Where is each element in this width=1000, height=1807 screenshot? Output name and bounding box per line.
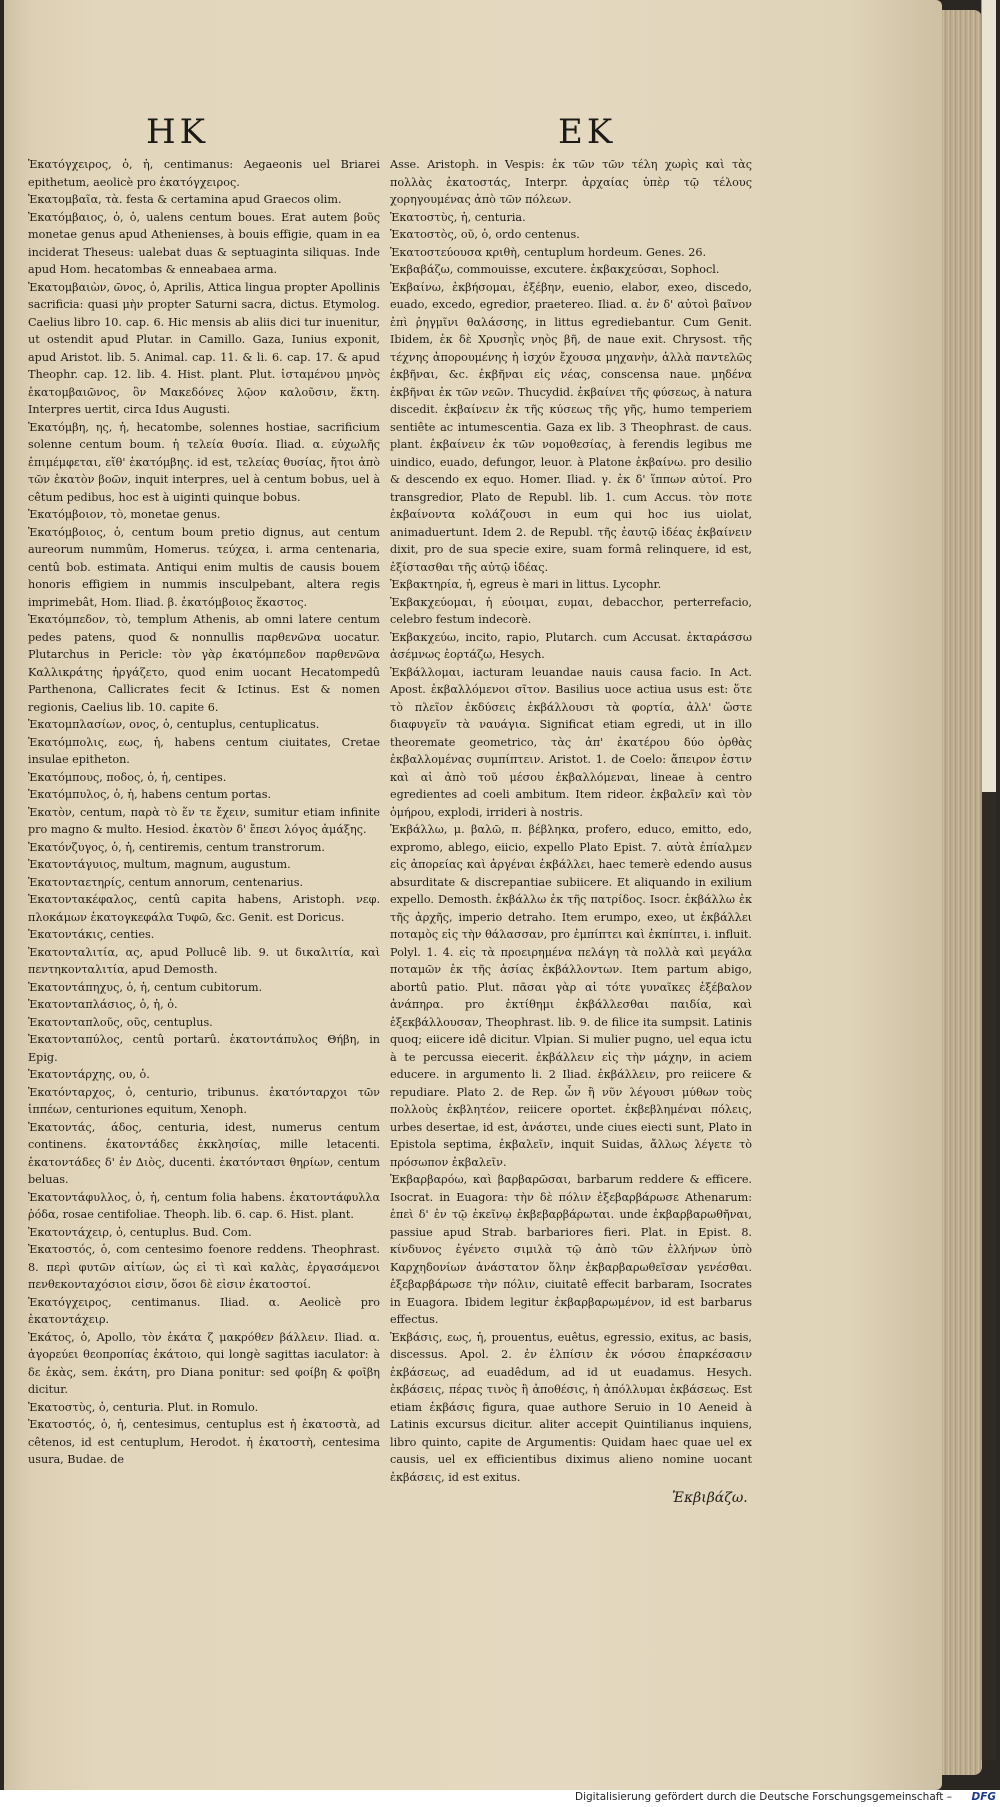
left-column-entry: Ἑκατόνταρχος, ὁ, centurio, tribunus. ἑκατόνταρχοι τῶν ἱππέων, centuriones equitum, Xenoph. [28, 1085, 380, 1116]
left-column-entry: Ἑκατοντάφυλλος, ὁ, ἡ, centum folia habens. ἑκατοντάφυλλα ῥόδα, rosae centifoliae. Theoph. lib. 6. cap. 6. Hist. plant. [28, 1190, 380, 1221]
right-column-entry: Ἐκβάλλω, μ. βαλῶ, π. βέβληκα, profero, educo, emitto, edo, expromo, ablego, eiicio, expello Plato Epist. 7. αὐτὰ ἐπίαλμεν εἰς ἀπορείας καὶ ἀργέναι ἐκβάλλει, haec temerè edendo ausus absurditate & discrepantiae subiicere. Et aliquando in exilium expello. Demosth. ἐκβάλλω ἐκ τῆς πατρίδος. Isocr. ἐκβάλλω ἐκ τῆς ἀρχῆς, imperio detraho. Item erumpo, exeo, ut ἐκβάλλει ποταμὸς εἰς τὴν θάλασσαν, pro ἐμπίπτει καὶ ἐκπίπτει, i. influit. Polyl. 1. 4. εἰς τὰ προειρημένα πελάγη τὰ πολλὰ καὶ μεγάλα ποταμῶν ἐκ τῆς ἀσίας ἐκβάλλοντων. Item partum abigo, abortû patio. Plut. πᾶσαι γὰρ αἱ τότε γυναῖκες ἐξέβαλον ἀνάπηρα. pro ἐκτίθημι ἐκβάλλεσθαι παιδία, καὶ ἐξεκβάλλουσαν, Theophrast. lib. 9. de filice ita sumpsit. Latinis quoq; eiicere idê dicitur. Vlpian. Si mulier pugno, uel equa ictu à te percussa eiecerit. ἐκβάλλειν εἰς τὴν μάχην, in aciem educere. in argumento li. 2 Iliad. ἐκβάλλειν, pro reiicere & repudiare. Plato 2. de Rep. ὧν ἢ νῦν λέγουσι μύθων τοὺς πολλοὺς ἐκβλητέον, reiicere oportet. ἐκβεβλημέναι πόλεις, urbes desertae, id est, ἀνάστει, unde ciues eiecti sunt, Plato in Epistola septima, ἐκβαλεῖν, inquit Suidas, ἄλλως λέγετε τὸ πρόσωπον ἐκβαλεῖν. [390, 823, 752, 1169]
left-column-entry: Ἑκατοντάς, άδος, centuria, idest, numerus centum continens. ἑκατοντάδες ἐκκλησίας, mille letacenti. ἑκατοντάδες δ' ἐν Διὸς, ducenti. ἑκατόντασι θηρίων, centum beluas. [28, 1120, 380, 1186]
left-column-entry: Ἑκατόνζυγος, ὁ, ἡ, centiremis, centum transtrorum. [28, 840, 325, 854]
dfg-logo: DFG [971, 1791, 996, 1803]
footer-bar [0, 1790, 1000, 1807]
right-column-entry: Ἐκβαίνω, ἐκβήσομαι, ἐξέβην, euenio, elabor, exeo, discedo, euado, excedo, egredior, praetereo. Iliad. α. ἐν δ' αὐτοὶ βαῖνον ἐπὶ ῥηγμῖνι θαλάσσης, in littus egrediebantur. Cum Genit. Ibidem, ἐκ δὲ Χρυσηῒς νηὸς βῆ, de naue exit. Chrysost. τῆς τέχνης ἀπορουμένης ἡ ἰσχύν ἔχουσα μηχανὴν, ἀλλὰ παντελῶς ἐκβῆναι, &c. ἐκβῆναι εἰς νέας, conscensa naue. μηδένα ἐκβῆναι ἐκ τῶν νεῶν. Thucydid. ἐκβαίνει τῆς φύσεως, à natura discedit. ἐκβαίνειν ἐκ τῆς κύσεως τῆς γῆς, humo temperiem sentiête ac intumescentia. Gaza ex lib. 3 Theophrast. de caus. plant. ἐκβαίνειν ἐκ τῶν νομοθεσίας, à ferendis legibus me uindico, euado, defungor, leuor. à Platone ἐκβαίνω. pro desilio & descendo ex equo. Homer. Iliad. γ. ἐκ δ' ἵππων αὐτοί. Pro transgredior, Plato de Republ. lib. 1. cum Accus. τὸν ποτε ἐκβαίνοντα κολάζουσι in eum qui hoc ius uiolat, animaduertunt. Idem 2. de Republ. τῆς ἑαυτῷ ἰδέας ἐκβαίνειν dixit, pro de sua specie exire, suam formâ relinquere, id est, ἐξίστασθαι τῆς αὐτῷ ἰδέας. [390, 280, 752, 574]
left-column-entry: Ἑκατοντάκις, centies. [28, 928, 155, 941]
dictionary-column-left [28, 156, 380, 1469]
dictionary-column-right [390, 156, 752, 1486]
left-column-entry: Ἑκατόμπυλος, ὁ, ἡ, habens centum portas. [28, 788, 272, 801]
left-column-entry: Ἑκάτος, ὁ, Apollo, τὸν ἑκάτα ζ μακρόθεν βάλλειν. Iliad. α. ἀγορεύει θεοπροπίας ἑκάτοιο, qui longè sagittas iaculator: à δε ἑκὰς, sem. ἑκάτη, pro Diana ponitur: sed φοίβη & φοῖβη dicitur. [28, 1330, 380, 1396]
left-column-entry: Ἑκατόγχειρος, ὁ, ἡ, centimanus: Aegaeonis uel Briarei epithetum, aeolicè pro ἑκατόγχειρος. [28, 158, 380, 189]
left-column-entry: Ἑκατόμπους, ποδος, ὁ, ἡ, centipes. [28, 770, 227, 784]
left-column-entry: Ἑκατονταετηρίς, centum annorum, centenarius. [28, 875, 304, 889]
right-column-entry: Ἐκβαβάζω, commouisse, excutere. ἐκβακχεύσαι, Sophocl. [390, 263, 720, 276]
left-column-entry: Ἑκατόμπεδον, τὸ, templum Athenis, ab omni latere centum pedes patens, quod & nonnullis παρθενῶνα uocatur. Plutarchus in Pericle: τὸν γὰρ ἑκατόμπεδον παρθενῶνα Καλλικράτης ἠργάζετο, quod enim uocant Hecatompedû Parthenona, Callicrates fecit & Ictinus. Est & nomen regionis, Caelius lib. 10. capite 6. [28, 613, 380, 714]
book-page [4, 0, 942, 1790]
running-head-left: HK [146, 112, 210, 152]
right-column-entry: Ἑκατοστὺς, ἡ, centuria. [390, 210, 526, 224]
catchword: Ἐκβιβάζω. [672, 1490, 748, 1506]
funding-credit: Digitalisierung gefördert durch die Deutsche Forschungsgemeinschaft – [575, 1791, 952, 1803]
left-column-entry: Ἑκατονταπλάσιος, ὁ, ἡ, ὁ. [28, 998, 178, 1011]
left-column-entry: Ἑκατονταπύλος, centû portarû. ἑκατοντάπυλος Θήβη, in Epig. [28, 1033, 380, 1064]
left-column-entry: Ἑκατόμβη, ης, ἡ, hecatombe, solennes hostiae, sacrificium solenne centum boum. ἡ τελεία θυσία. Iliad. α. εὐχωλῆς ἐπιμέμφεται, εἴθ' ἑκατόμβης. id est, τελείας θυσίας, ἤτοι ἀπὸ τῶν ἑκατὸν βοῶν, inquit interpres, uel à centum bobus, uel à cêtum pedibus, hoc est à uiginti quinque bobus. [28, 420, 380, 504]
left-column-entry: Ἑκατοντακέφαλος, centû capita habens, Aristoph. νεφ. πλοκάμων ἑκατογκεφάλα Τυφῶ, &c. Genit. est Doricus. [28, 893, 380, 924]
scroll-position-indicator[interactable] [981, 0, 996, 1760]
left-column-entry: Ἑκατόμβαιος, ὁ, ὁ, ualens centum boues. Erat autem βοῦς monetae genus apud Athenienses, à bouis effigie, quam in ea inciderat Theseus: ualebat duas & septuaginta siliquas. Inde apud Hom. hecatombas & enneabaea arma. [28, 210, 380, 276]
left-column-entry: Ἑκατοντάπηχυς, ὁ, ἡ, centum cubitorum. [28, 980, 263, 994]
left-column-entry: Ἑκατόγχειρος, centimanus. Iliad. α. Aeolicè pro ἑκατοντάχειρ. [28, 1295, 380, 1326]
right-column-entry: Ἐκβάλλομαι, iacturam leuandae nauis causa facio. In Act. Apost. ἐκβαλλόμενοι σῖτον. Basilius uoce actiua usus est: ὅτε τὸ πλεῖον ἐκδύσεις ἐκβάλλουσι τὰ φορτία, ἀλλ' ὥστε διαφυγεῖν τὰ ναυάγια. Significat etiam egredi, ut in illo theoremate geometrico, τὰς ἀπ' ἐκατέρου δύο ὀρθὰς ἐκβαλλομένας συμπίπτειν. Aristot. 1. de Coelo: ἄπειρον ἐστιν καὶ αἱ ἀπὸ τοῦ μέσου ἐκβαλλόμεναι, lineae à centro egredientes ad coeli ambitum. Item rideor. ἐκβαλεῖν καὶ τὸν ὁμήρου, explodi, irrideri à nostris. [390, 665, 752, 819]
left-column-entry: Ἑκατόμβοιον, τὸ, monetae genus. [28, 508, 221, 521]
left-column-entry: Ἑκατομπλασίων, ονος, ὁ, centuplus, centuplicatus. [28, 718, 320, 731]
left-column-entry: Ἑκατόμπολις, εως, ἡ, habens centum ciuitates, Cretae insulae epitheton. [28, 735, 380, 766]
left-column-entry: Ἑκατομβαῖα, τὰ. festa & certamina apud Graecos olim. [28, 193, 342, 206]
right-column-entry: Asse. Aristoph. in Vespis: ἐκ τῶν τῶν τέλη χωρὶς καὶ τὰς πολλὰς ἑκατοστάς, Interpr. ἀρχαίας ὑπὲρ τῷ τέλους χορηγουμένας ἀπὸ τῶν πόλεων. [390, 158, 752, 206]
left-column-entry: Ἑκατονταπλοῦς, οῦς, centuplus. [28, 1015, 213, 1029]
right-column-entry: Ἐκβακτηρία, ἡ, egreus è mari in littus. Lycophr. [390, 578, 662, 591]
page-edge-stack [942, 10, 982, 1775]
right-column-entry: Ἐκβαρβαρόω, καὶ βαρβαρῶσαι, barbarum reddere & efficere. Isocrat. in Euagora: τὴν δὲ πόλιν ἐξεβαρβάρωσε Athenarum: ἐπεὶ δ' ἐν τῷ ἐκεῖνῳ ἐκβεβαρβάρωται. unde ἐκβαρβαρωθῆναι, passiue apud Strab. barbariores fieri. Plat. in Epist. 8. κίνδυνος ἐγένετο σιμιλὰ τῷ ἀπὸ τῶν ἑλλήνων ὑπὸ Καρχηδονίων ἀνάστατον ὅλην ἐκβαρβαρωθεῖσαν γενέσθαι. ἐξεβαρβάρωσε τὴν πόλιν, ciuitatê effecit barbaram, Isocrates in Euagora. Ibidem legitur ἐκβαρβαρωμένον, id est barbarus effectus. [390, 1173, 752, 1326]
running-head-right: EK [558, 112, 617, 152]
left-column-entry: Ἑκατοντάρχης, ου, ὁ. [28, 1068, 150, 1081]
right-column-entry: Ἐκβακχεύω, incito, rapio, Plutarch. cum Accusat. ἐκταράσσω ἀσέμνως ἑορτάζω, Hesych. [390, 630, 752, 661]
right-column-entry: Ἐκβακχεύομαι, ἡ εὐοιμαι, ευμαι, debacchor, perterrefacio, celebro festum indecorè. [390, 595, 752, 626]
right-column-entry: Ἑκατοστεύουσα κριθὴ, centuplum hordeum. Genes. 26. [390, 245, 707, 259]
left-column-entry: Ἑκατόμβοιος, ὁ, centum boum pretio dignus, aut centum aureorum nummûm, Homerus. τεύχεα, i. arma centenaria, centû bob. estimata. Antiqui enim multis de causis bouem honoris effigiem in nummis insculpebant, altera regis imprimebât, Hom. Iliad. β. ἑκατόμβοιος ἕκαστος. [28, 525, 380, 609]
left-column-entry: Ἑκατοντάγυιος, multum, magnum, augustum. [28, 858, 291, 871]
right-column-entry: Ἐκβάσις, εως, ἡ, prouentus, euêtus, egressio, exitus, ac basis, discessus. Apol. 2. ἐν ἐλπίσιν ἐκ νόσου ἐπαρκέσασιν ἐκβάσεως, ad euadêdum, ad id ut euadamus. Hesych. ἐκβάσεις, πέρας τινὸς ἢ ἀποθέσις, ἡ ἀπόλλυμαι ἐκβάσεως. Est etiam ἐκβάσις figura, quae authore Seruio in 10 Aeneid à Latinis excursus dicitur. aliter accepit Quintilianus inquiens, libro quinto, capite de Argumentis: Quidam haec quae uel ex causis, uel ex efficientibus diximus alieno nomine uocant ἐκβάσεις, id est exitus. [390, 1330, 752, 1484]
left-column-entry: Ἑκατοντάχειρ, ὁ, centuplus. Bud. Com. [28, 1225, 252, 1239]
scroll-position-fill [982, 792, 996, 1760]
right-column-entry: Ἑκατοστὸς, οῦ, ὁ, ordo centenus. [390, 228, 580, 241]
left-column-entry: Ἑκατονταλιτία, ας, apud Pollucê lib. 9. ut δικαλιτία, καὶ πεντηκονταλιτία, apud Demosth. [28, 945, 380, 976]
left-column-entry: Ἑκατοστὺς, ὁ, centuria. Plut. in Romulo. [28, 1400, 259, 1414]
left-column-entry: Ἑκατὸν, centum, παρὰ τὸ ἕν τε ἔχειν, sumitur etiam infinite pro magno & multo. Hesiod. ἑκατὸν δ' ἔπεσι λόγος ἁμάξης. [28, 805, 380, 836]
left-column-entry: Ἑκατοστός, ὁ, com centesimo foenore reddens. Theophrast. 8. περὶ φυτῶν αἰτίων, ὡς εἰ τὶ καὶ καλὰς, ἐργασάμενοι πενθεκονταχόσιοι εἰσιν, ὅσοι δὲ εἰσιν ἑκατοστοί. [28, 1243, 380, 1291]
left-column-entry: Ἑκατοστός, ὁ, ἡ, centesimus, centuplus est ἡ ἑκατοστὰ, ad cêtenos, id est centuplum, Herodot. ἡ ἑκατοστὴ, centesima usura, Budae. de [28, 1418, 380, 1466]
left-column-entry: Ἑκατομβαιὼν, ῶνος, ὁ, Aprilis, Attica lingua propter Apollinis sacrificia: quasi μὴν propter Saturni sacra, dictus. Etymolog. Caelius libro 10. cap. 6. Hic mensis ab aliis dici tur inuenitur, ut ostendit apud Plutar. in Camillo. Gaza, Iunius exponit, apud Aristot. lib. 5. Animal. cap. 11. & li. 6. cap. 17. & apud Theophr. cap. 12. lib. 4. Hist. plant. Plut. ἱσταμένου μηνὸς ἑκατομβαιῶνος, ὃν Μακεδόνες λῷον καλοῦσιν, ἕκτη. Interpres uertit, circa Idus Augusti. [28, 280, 380, 416]
